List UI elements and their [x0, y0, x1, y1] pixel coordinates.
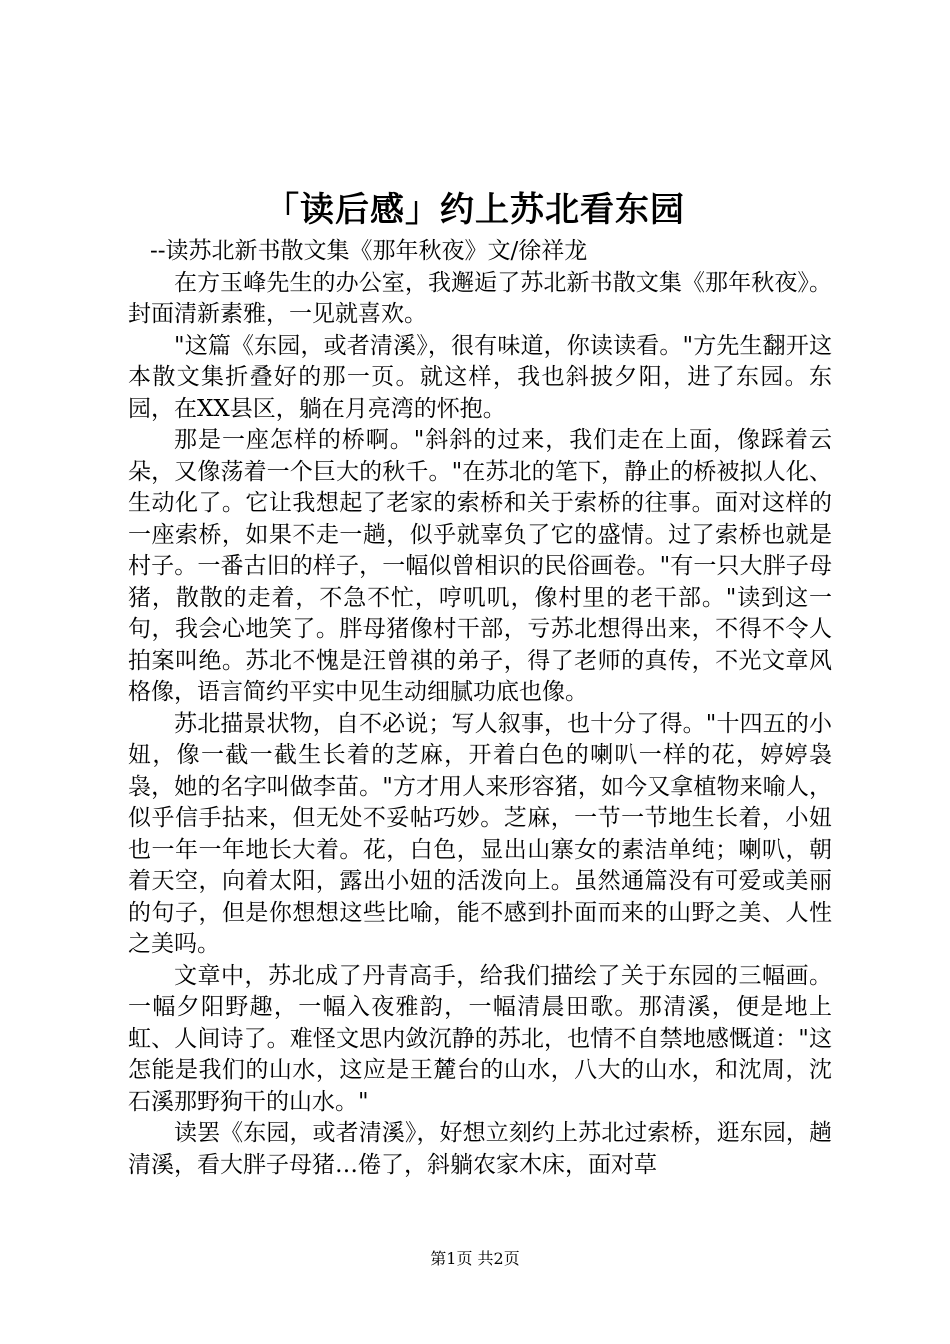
paragraph-2: "这篇《东园，或者清溪》，很有味道，你读读看。"方先生翻开这本散文集折叠好的那一页。就这样，我也斜披夕阳，进了东园。东园，在XX县区，躺在月亮湾的怀抱。 [128, 332, 832, 422]
document-title: 「读后感」约上苏北看东园 [265, 190, 685, 230]
document-subtitle: --读苏北新书散文集《那年秋夜》文/徐祥龙 [150, 238, 588, 264]
paragraph-6: 读罢《东园，或者清溪》，好想立刻约上苏北过索桥，逛东园，趟清溪，看大胖子母猪…倦了，斜躺农家木床，面对草 [128, 1120, 832, 1178]
page-footer: 第1页 共2页 [430, 1249, 520, 1268]
document-body [128, 236, 832, 1181]
paragraph-4: 苏北描景状物，自不必说；写人叙事，也十分了得。"十四五的小妞，像一截一截生长着的芝麻，开着白色的喇叭一样的花，婷婷袅袅，她的名字叫做李苗。"方才用人来形容猪，如今又拿植物来喻人，似乎信手拈来，但无处不妥帖巧妙。芝麻，一节一节地生长着，小妞也一年一年地长大着。花，白色，显出山寨女的素洁单纯；喇叭，朝着天空，向着太阳，露出小妞的活泼向上。虽然通篇没有可爱或美丽的句子，但是你想想这些比喻，能不感到扑面而来的山野之美、人性之美吗。 [128, 710, 832, 957]
paragraph-1: 在方玉峰先生的办公室，我邂逅了苏北新书散文集《那年秋夜》。封面清新素雅，一见就喜欢。 [128, 269, 832, 327]
paragraph-5: 文章中，苏北成了丹青高手，给我们描绘了关于东园的三幅画。一幅夕阳野趣，一幅入夜雅韵，一幅清晨田歌。那清溪，便是地上虹、人间诗了。难怪文思内敛沉静的苏北，也情不自禁地感慨道："这怎能是我们的山水，这应是王麓台的山水，八大的山水，和沈周，沈石溪那野狗干的山水。" [128, 962, 832, 1115]
paragraph-3: 那是一座怎样的桥啊。"斜斜的过来，我们走在上面，像踩着云朵，又像荡着一个巨大的秋千。"在苏北的笔下，静止的桥被拟人化、生动化了。它让我想起了老家的索桥和关于索桥的往事。面对这样的一座索桥，如果不走一趟，似乎就辜负了它的盛情。过了索桥也就是村子。一番古旧的样子，一幅似曾相识的民俗画卷。"有一只大胖子母猪，散散的走着，不急不忙，哼叽叽，像村里的老干部。"读到这一句，我会心地笑了。胖母猪像村干部，亏苏北想得出来，不得不令人拍案叫绝。苏北不愧是汪曾祺的弟子，得了老师的真传，不光文章风格像，语言简约平实中见生动细腻功底也像。 [128, 427, 832, 705]
